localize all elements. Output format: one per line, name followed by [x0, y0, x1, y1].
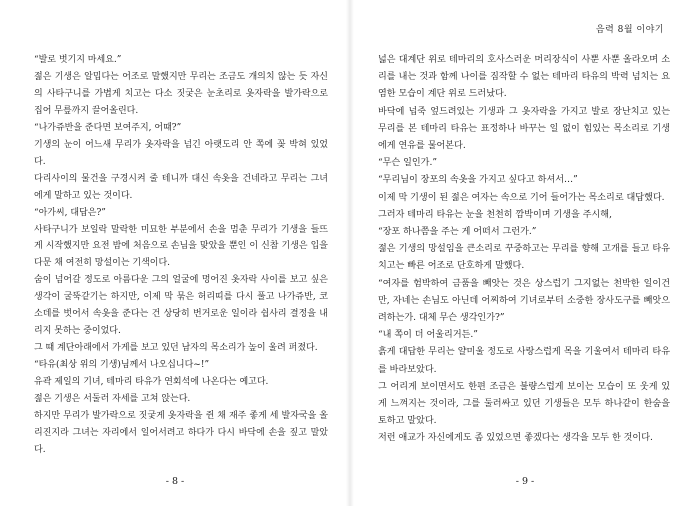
paragraph: 숨이 넘어갈 정도로 아름다운 그의 얼굴에 멍어진 옷자락 사이를 보고 싶은 생각이 굴뚝같기는 하지만, 이제 막 묶은 허리띠를 다시 풀고 나가쥬반, 코소데를 벗어서 속옷을 준다는 건 상당히 번거로운 일이라 쉽사리 결정을 내리지 못하는 중이었다.: [34, 275, 328, 337]
paragraph: “발로 벗기지 마세요.”: [34, 55, 122, 65]
paragraph: 젊은 기생은 서둘러 자세를 고쳐 앉는다.: [34, 394, 191, 405]
paragraph: “나가쥬반을 준다면 보여주지, 어때?”: [34, 122, 182, 133]
paragraph: “무리님이 장포의 속옷을 가지고 싶다고 하셔서…”: [378, 175, 578, 186]
paragraph: “타유(최상 위의 기생)님께서 나오십니다~!”: [34, 360, 210, 371]
paragraph: 저런 애교가 자신에게도 좀 있었으면 좋겠다는 생각을 모두 한 것이다.: [378, 433, 653, 444]
paragraph: 젊은 기생은 알밉다는 어조로 말했지만 무리는 조금도 개의치 않는 듯 자신의 사타구니를 가볍게 치고는 다소 짓궂은 눈초리로 옷자락을 발가락으로 집어 무릎까지 끌어올린다.: [34, 71, 328, 116]
paragraph: 그 때 계단아래에서 가게를 보고 있던 남자의 목소리가 높이 울려 퍼졌다.: [34, 343, 318, 354]
right-page: [350, 0, 700, 506]
paragraph: “무슨 일인가.”: [378, 158, 438, 169]
paragraph: 이제 막 기생이 된 젊은 여자는 속으로 기어 들어가는 목소리로 대답했다.: [378, 192, 665, 203]
paragraph: 그러자 테마리 타유는 눈을 천천히 깜박이며 기생을 주시해,: [378, 209, 612, 220]
paragraph: 젊은 기생의 망설임을 큰소리로 꾸중하고는 무리를 향해 고개를 들고 타유치고는 빠른 어조로 단호하게 말했다.: [378, 244, 670, 272]
right-page-body: [378, 52, 670, 448]
paragraph: “아가씨, 대답은?”: [34, 207, 106, 218]
paragraph: 넓은 대계단 위로 테마리의 호사스러운 머리장식이 사뿐 사뿐 올라오며 소리를 내는 것과 함께 나이를 짐작할 수 없는 테마리 타유의 박력 넘치는 요염한 모습이 계단 위로 드러났다.: [378, 55, 670, 100]
left-page-body: [34, 52, 328, 459]
paragraph: “내 쪽이 더 어울리거든.”: [378, 330, 478, 341]
paragraph: “여자를 험박하여 금품을 빼앗는 것은 상스럽기 그지없는 천박한 일이건만, 자네는 손님도 아닌데 어찌하여 기녀로부터 소중한 장사도구를 빼앗으려하는가. 대체 무슨 생각인가?”: [378, 278, 670, 324]
paragraph: 사타구니가 보일락 말락한 미묘한 부분에서 손을 멈춘 무리가 기생을 들뜨게 시작했지만 요전 밤에 처음으로 손님을 맞았을 뿐인 이 신참 기생은 입을 다문 채 여전히 망설이는 기색이다.: [34, 224, 328, 269]
paragraph: 흙게 대답한 무리는 얄미울 정도로 사랑스럽게 목을 기울여서 테마리 타유를 바라보았다.: [378, 347, 670, 375]
page-number: - 9 -: [515, 476, 535, 487]
running-header: 음력 8월 이야기: [595, 25, 664, 35]
paragraph: “장포 하나쯤을 주는 게 어떠서 그런가.”: [378, 227, 537, 238]
paragraph: 기생의 눈이 어느새 무리가 옷자락을 넘긴 아랫도리 안 쪽에 꽂 박혀 있었다.: [34, 139, 328, 167]
paragraph: 다리사이의 물건을 구경시켜 줄 테니까 대신 속옷을 건네라고 무리는 그녀에게 말하고 있는 것이다.: [34, 173, 328, 201]
page-number: - 8 -: [165, 476, 185, 487]
paragraph: 바닥에 넙죽 엎드려있는 기생과 그 옷자락을 가지고 발로 장난치고 있는 무리를 본 테마리 타유는 표정하나 바꾸는 일 없이 힘있는 목소리로 기생에게 연유를 물어본다.: [378, 106, 670, 152]
paragraph: 하지만 무리가 발가락으로 짓궂게 옷자락을 쥔 채 재주 좋게 세 발자국을 올리진지라 그녀는 자리에서 일어서려고 하다가 다시 바닥에 손을 짚고 말았다.: [34, 411, 328, 455]
paragraph: 유곽 제일의 기녀, 테마리 타유가 연회석에 나온다는 예고다.: [34, 377, 269, 388]
paragraph: 그 어리게 보이면서도 한편 조금은 불량스럽게 보이는 모습이 또 웃게 있게 느껴지는 것이라, 그를 둘러싸고 있던 기생들은 모두 하나같이 한숨을 토하고 말았다.: [378, 381, 670, 427]
